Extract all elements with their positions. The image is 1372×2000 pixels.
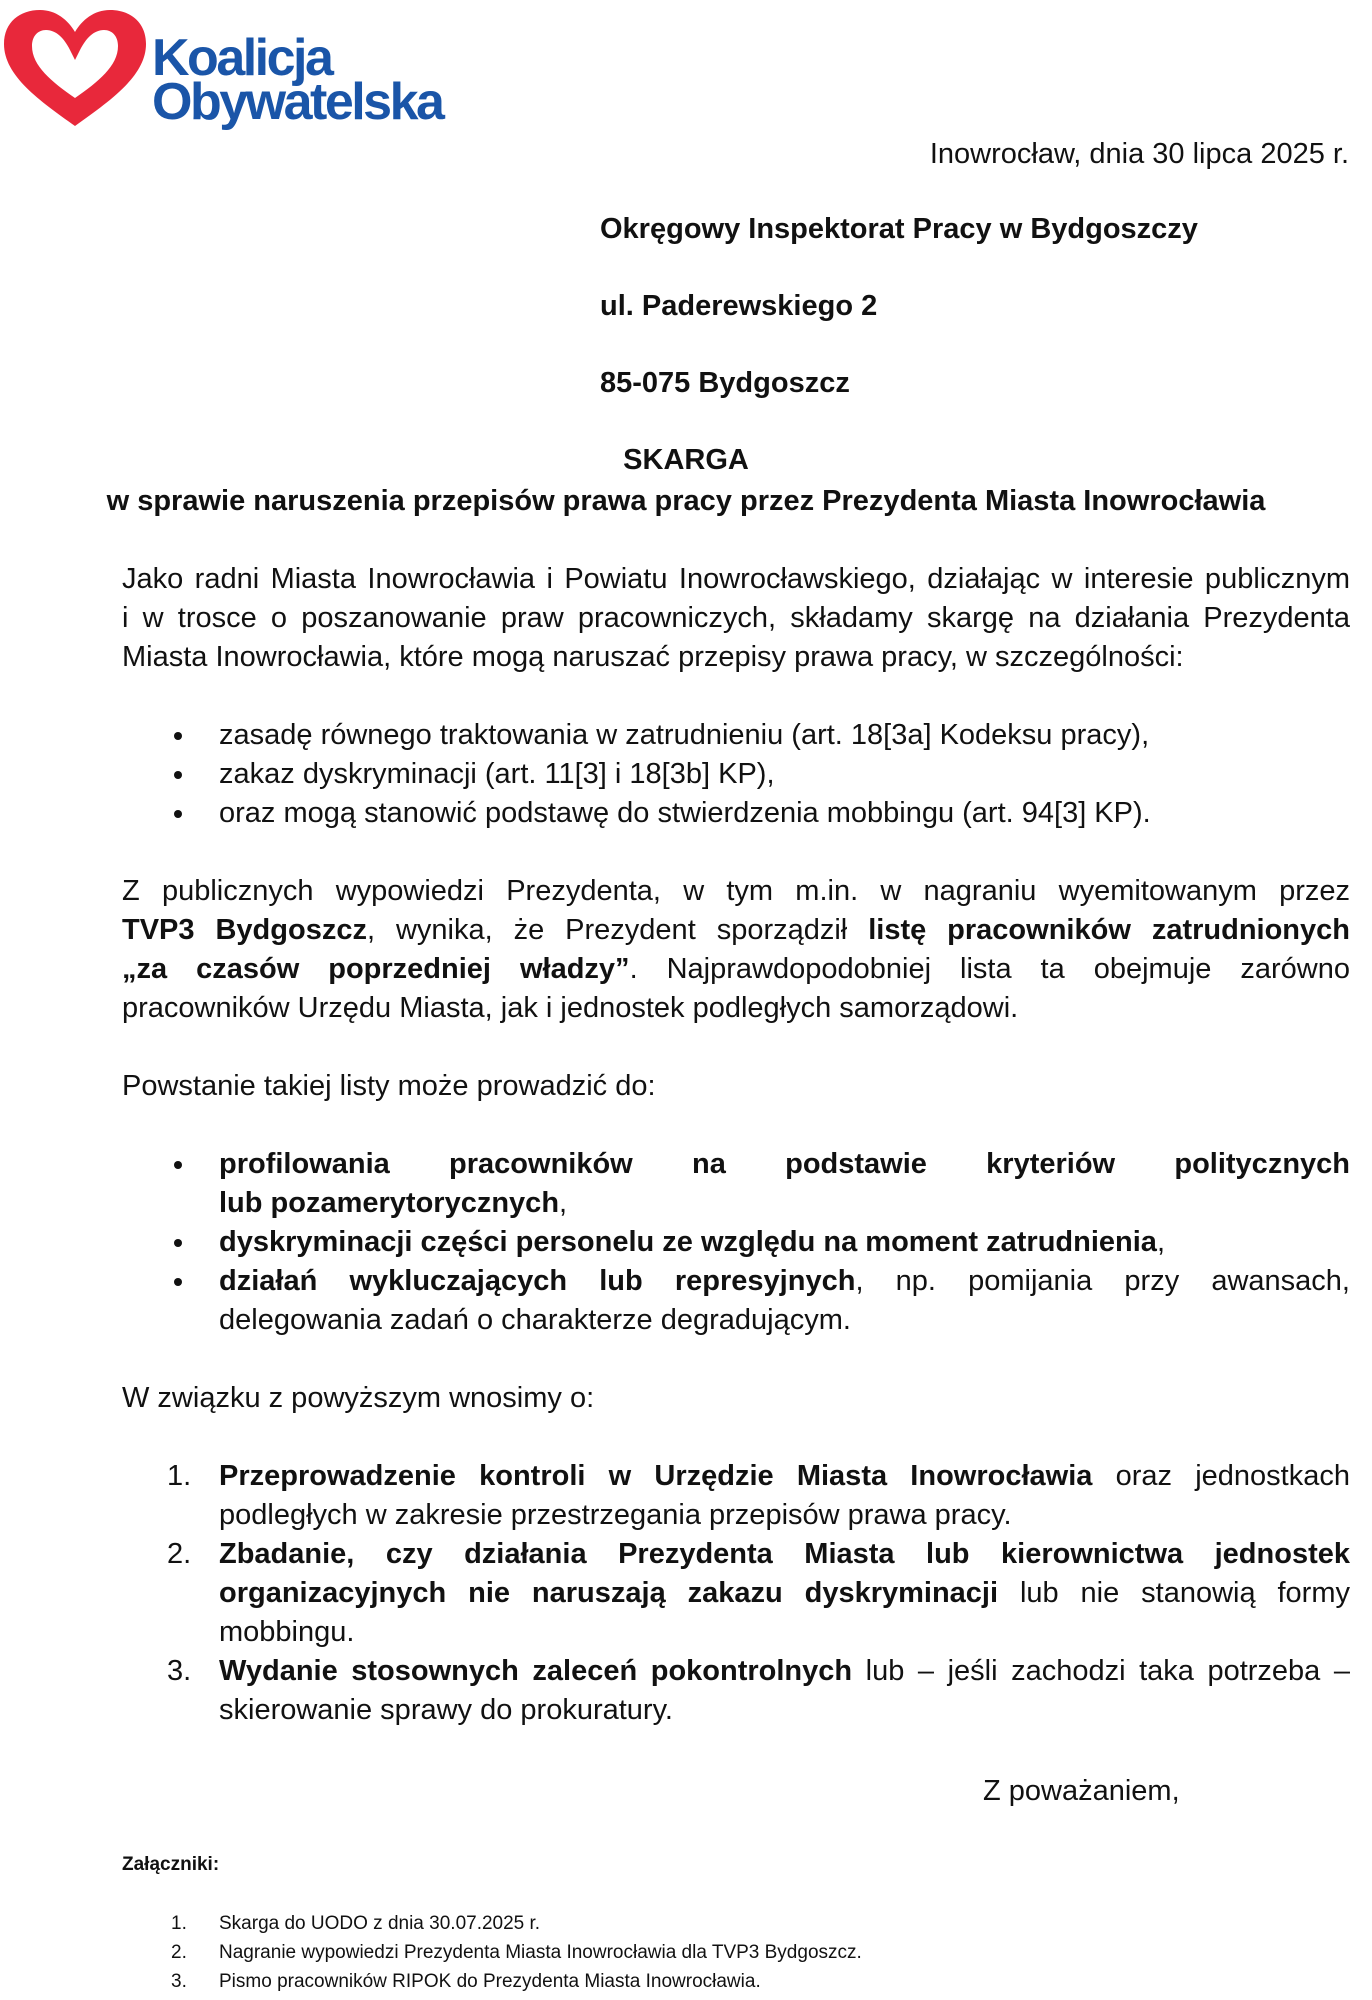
heart-icon — [0, 6, 150, 136]
list-item-text — [219, 1184, 1350, 1223]
list-number: 3. — [167, 1655, 192, 1687]
attachment-text: Nagranie wypowiedzi Prezydenta Miasta Inowrocławia dla TVP3 Bydgoszcz. — [219, 1942, 862, 1963]
list-item-text: profilowania pracowników na podstawie kryteriów politycznych — [219, 1148, 1350, 1180]
violations-list — [219, 716, 1350, 833]
attachment-item — [171, 1967, 1319, 1996]
list-item — [219, 794, 1350, 833]
party-logo — [0, 6, 470, 136]
plain-text: , wynika, że Prezydent sporządził — [366, 914, 869, 946]
list-item-text — [219, 1223, 1350, 1262]
bold-text: działań wykluczających lub represyjnych — [219, 1265, 856, 1297]
list-item-text: zasadę równego traktowania w zatrudnieniu (art. 18[3a] Kodeksu pracy), — [219, 719, 1150, 751]
document-date: Inowrocław, dnia 30 lipca 2025 r. — [929, 138, 1349, 170]
logo-line-1: Koalicja — [152, 29, 332, 87]
plain-text: , — [559, 1187, 568, 1219]
list-number: 1. — [171, 1913, 187, 1934]
statement-paragraph — [122, 872, 1350, 1028]
list-number: 1. — [167, 1460, 192, 1492]
consequences-intro: Powstanie takiej listy może prowadzić do: — [122, 1070, 656, 1102]
bold-text: organizacyjnych nie naruszają zakazu dyskryminacji — [219, 1577, 999, 1609]
intro-paragraph — [122, 560, 1350, 677]
list-item-text: zakaz dyskryminacji (art. 11[3] i 18[3b] KP), — [219, 758, 775, 790]
bold-text: listę pracowników zatrudnionych — [868, 914, 1350, 946]
plain-text: lub nie stanowią formy — [998, 1577, 1350, 1609]
consequences-list — [219, 1145, 1350, 1340]
bullet-icon — [174, 1161, 182, 1169]
list-item — [219, 1145, 1350, 1223]
document-title: SKARGA — [623, 444, 749, 476]
attachment-item — [171, 1909, 1319, 1938]
intro-line: i w trosce o poszanowanie praw pracowniczych, składamy skargę na działania Prezydenta — [122, 602, 1350, 634]
bold-text: Przeprowadzenie kontroli w Urzędzie Miasta Inowrocławia — [219, 1460, 1093, 1492]
list-item — [219, 716, 1350, 755]
recipient-city: 85-075 Bydgoszcz — [600, 367, 850, 399]
bold-text: lub pozamerytorycznych — [219, 1187, 560, 1219]
attachments-list — [171, 1909, 1319, 1996]
closing-salutation: Z poważaniem, — [983, 1775, 1180, 1807]
list-item — [219, 755, 1350, 794]
list-item-text — [219, 1457, 1350, 1496]
intro-line: Miasta Inowrocławia, które mogą naruszać przepisy prawa pracy, w szczególności: — [122, 641, 1184, 673]
bullet-icon — [174, 732, 182, 740]
bold-text: TVP3 Bydgoszcz — [122, 914, 367, 946]
bullet-icon — [174, 1278, 182, 1286]
list-number: 2. — [167, 1538, 192, 1570]
recipient-name: Okręgowy Inspektorat Pracy w Bydgoszczy — [600, 213, 1198, 245]
list-item-text — [219, 1262, 1350, 1301]
plain-text: , — [1156, 1226, 1166, 1258]
attachment-text: Skarga do UODO z dnia 30.07.2025 r. — [219, 1913, 541, 1934]
plain-text: , np. pomijania przy awansach, — [855, 1265, 1350, 1297]
statement-line — [122, 950, 1350, 989]
logo-line-2: Obywatelska — [152, 73, 443, 131]
list-item-text: mobbingu. — [219, 1616, 355, 1648]
attachments-header: Załączniki: — [122, 1854, 220, 1875]
plain-text: . Najprawdopodobniej lista ta obejmuje zarówno — [629, 953, 1351, 985]
list-item-text: podległych w zakresie przestrzegania przepisów prawa pracy. — [219, 1499, 1012, 1531]
logo-wordmark — [152, 29, 443, 131]
list-number: 3. — [171, 1971, 187, 1992]
attachment-text: Pismo pracowników RIPOK do Prezydenta Miasta Inowrocławia. — [219, 1971, 761, 1992]
requests-list — [167, 1457, 1350, 1730]
recipient-street: ul. Paderewskiego 2 — [600, 290, 878, 322]
list-item — [219, 1223, 1350, 1262]
plain-text: oraz jednostkach — [1092, 1460, 1350, 1492]
statement-line: pracowników Urzędu Miasta, jak i jednostek podległych samorządowi. — [122, 992, 1019, 1024]
bold-text: dyskryminacji części personelu ze względu na moment zatrudnienia — [219, 1226, 1157, 1258]
document-subtitle: w sprawie naruszenia przepisów prawa pracy przez Prezydenta Miasta Inowrocławia — [106, 485, 1266, 517]
statement-line — [122, 911, 1350, 950]
requests-intro: W związku z powyższym wnosimy o: — [122, 1382, 595, 1414]
list-item — [219, 1262, 1350, 1340]
statement-line: Z publicznych wypowiedzi Prezydenta, w tym m.in. w nagraniu wyemitowanym przez — [122, 875, 1350, 907]
bullet-icon — [174, 1239, 182, 1247]
bullet-icon — [174, 810, 182, 818]
attachment-item — [171, 1938, 1319, 1967]
list-item-text: Zbadanie, czy działania Prezydenta Miasta lub kierownictwa jednostek — [219, 1538, 1350, 1570]
plain-text: lub – jeśli zachodzi taka potrzeba – — [852, 1655, 1350, 1687]
list-item — [167, 1535, 1350, 1652]
bold-text: Wydanie stosownych zaleceń pokontrolnych — [219, 1655, 853, 1687]
list-number: 2. — [171, 1942, 187, 1963]
intro-line: Jako radni Miasta Inowrocławia i Powiatu Inowrocławskiego, działając w interesie publicznym — [122, 563, 1350, 595]
bold-text: „za czasów poprzedniej władzy” — [122, 953, 630, 985]
list-item-text — [219, 1574, 1350, 1613]
bullet-icon — [174, 771, 182, 779]
list-item-text — [219, 1652, 1350, 1691]
list-item — [167, 1652, 1350, 1730]
list-item-text: delegowania zadań o charakterze degradującym. — [219, 1304, 851, 1336]
list-item-text: oraz mogą stanowić podstawę do stwierdzenia mobbingu (art. 94[3] KP). — [219, 797, 1151, 829]
list-item-text: skierowanie sprawy do prokuratury. — [219, 1694, 673, 1726]
list-item — [167, 1457, 1350, 1535]
